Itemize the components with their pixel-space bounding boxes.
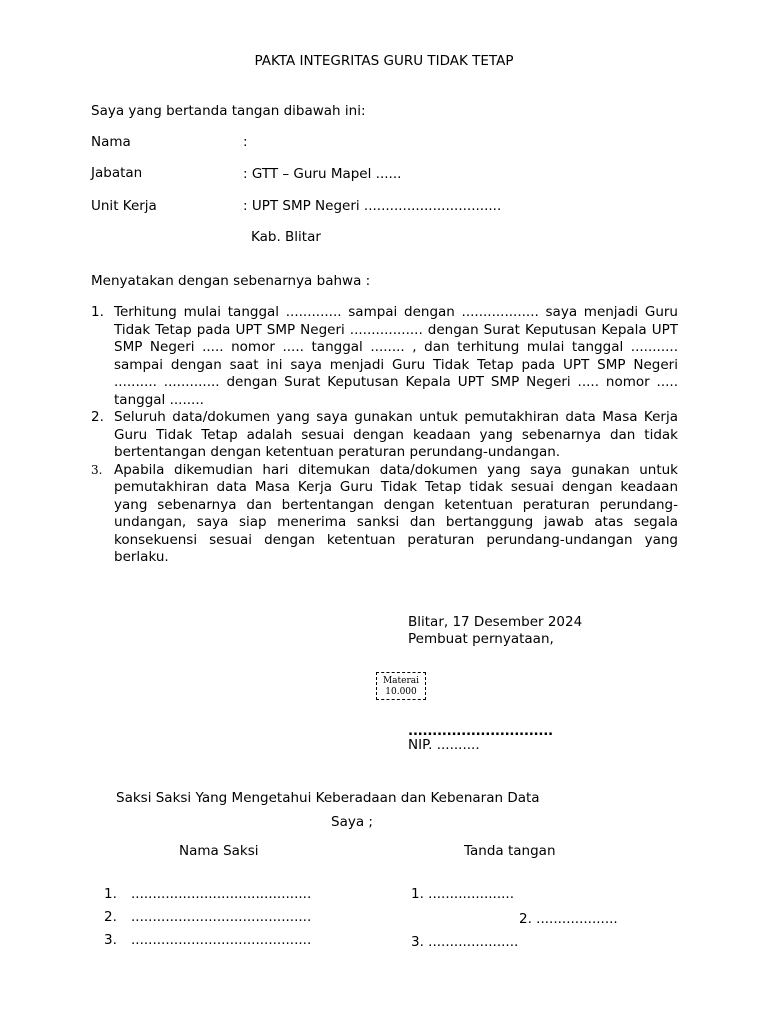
signer-role: Pembuat pernyataan,: [408, 631, 554, 647]
statement-item: [91, 304, 678, 409]
witness-number: 2.: [104, 909, 117, 925]
statement-text: Terhitung mulai tanggal ............. sampai dengan .................. saya menjadi Guru Tidak Tetap pada UPT SMP Negeri ................. dengan Surat Keputusan Kepala UPT SMP Negeri ..... nomor ..... tanggal ........ , dan terhitung mulai tanggal ........... sampai dengan saat ini saya menjadi Guru Tidak Tetap pada UPT SMP Negeri .......... ............. dengan Surat Keputusan Kepala UPT SMP Negeri ..... nomor ..... tanggal ........: [114, 304, 678, 408]
witness-heading-line2: Saya ;: [331, 814, 373, 830]
field-label-jabatan: Jabatan: [91, 165, 143, 181]
witness-name-line: ..........................................: [131, 909, 312, 925]
unit-kerja-line2: Kab. Blitar: [251, 229, 321, 245]
field-label-nama: Nama: [91, 134, 131, 150]
statement-text: Apabila dikemudian hari ditemukan data/dokumen yang saya gunakan untuk pemutakhiran data Masa Kerja Guru Tidak Tetap tidak sesuai dengan keadaan yang sebenarnya dan bertentangan dengan ketentuan peraturan perundang-undangan, saya siap menerima sanksi dan bertanggung jawab atas segala konsekuensi sesuai dengan ketentuan peraturan perundang-undangan yang berlaku.: [114, 461, 678, 565]
witness-sign-line: 3. .....................: [411, 934, 519, 950]
place-date: Blitar, 17 Desember 2024: [408, 614, 583, 630]
witness-heading: Saksi Saksi Yang Mengetahui Keberadaan dan Kebenaran Data: [116, 790, 540, 806]
statement-intro: Menyatakan dengan sebenarnya bahwa :: [91, 273, 371, 289]
witness-number: 3.: [104, 932, 117, 948]
document-title: PAKTA INTEGRITAS GURU TIDAK TETAP: [254, 53, 514, 69]
witness-sign-line: 1. ....................: [411, 886, 514, 902]
witness-name-line: ..........................................: [131, 932, 312, 948]
field-value-jabatan: : GTT – Guru Mapel ......: [243, 166, 402, 182]
field-value-unit-kerja: : UPT SMP Negeri ................................: [243, 198, 502, 214]
signer-nip: NIP. ..........: [408, 737, 480, 753]
materai-stamp-box: [376, 672, 426, 700]
statement-number: 1.: [91, 304, 104, 320]
witness-sign-line: 2. ...................: [519, 911, 618, 927]
stamp-line-2: 10.000: [385, 687, 417, 697]
statement-item: [91, 462, 678, 567]
intro-text: Saya yang bertanda tangan dibawah ini:: [91, 103, 366, 119]
statement-list: [91, 304, 678, 567]
witness-column-name: Nama Saksi: [179, 843, 259, 859]
statement-number: 2.: [91, 409, 104, 425]
field-value-nama: :: [243, 134, 248, 150]
stamp-line-1: Materai: [382, 676, 420, 686]
witness-number: 1.: [104, 886, 117, 902]
statement-text: Seluruh data/dokumen yang saya gunakan untuk pemutakhiran data Masa Kerja Guru Tidak Tetap adalah sesuai dengan keadaan yang sebenarnya dan tidak bertentangan dengan ketentuan peraturan perundang-undangan.: [114, 409, 678, 460]
statement-number: 3.: [91, 462, 103, 477]
signer-name-line: ..............................: [408, 723, 553, 739]
witness-column-sign: Tanda tangan: [464, 843, 556, 859]
statement-item: [91, 409, 678, 462]
witness-name-line: ..........................................: [131, 886, 312, 902]
field-label-unit-kerja: Unit Kerja: [91, 198, 157, 214]
